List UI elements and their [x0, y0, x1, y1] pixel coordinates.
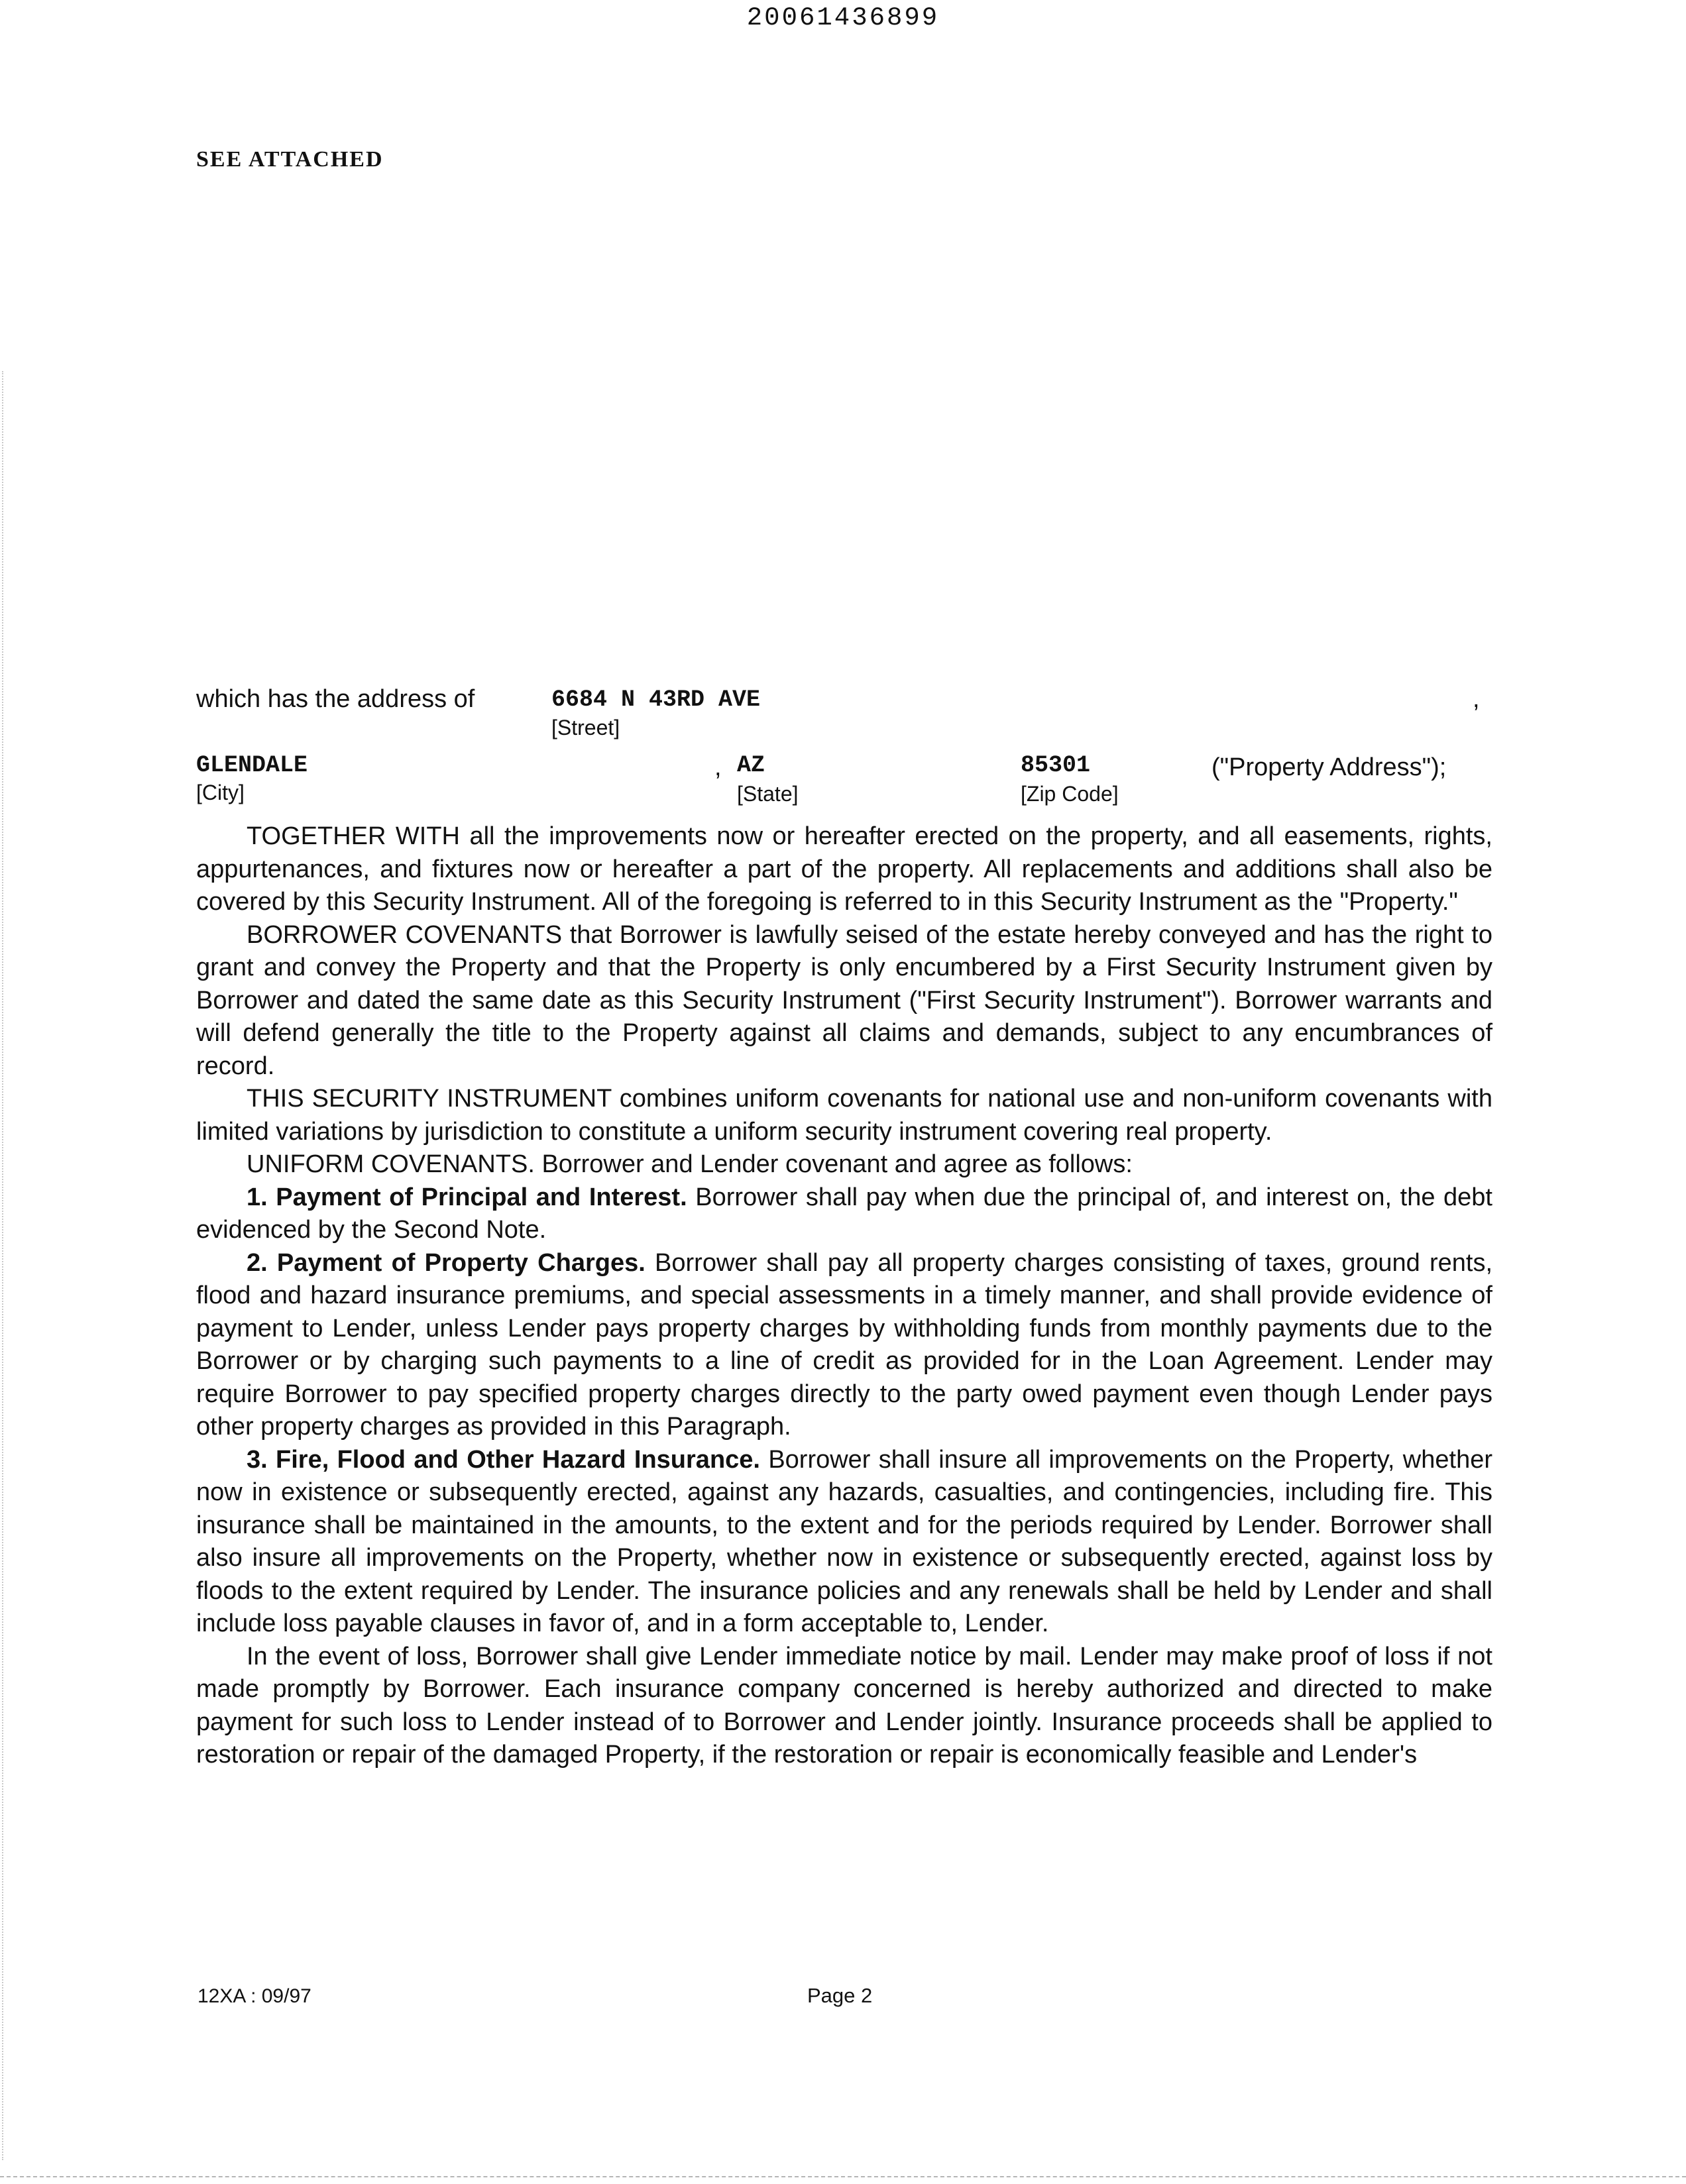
paragraph-text: Borrower shall pay when due the principal of, and interest on, the debt evidenced by the Second Note. — [196, 1183, 1492, 1244]
paragraph-text: BORROWER COVENANTS that Borrower is lawfully seised of the estate hereby conveyed and has the right to grant and convey the Property and that the Property is only encumbered by a First Security Instrument given by Borrower and dated the same date as this Security Instrument ("First Security Instrument"). Borrower warrants and will defend generally the title to the Property against all claims and demands, subject to any encumbrances of record. — [196, 920, 1492, 1080]
legal-description-placeholder: SEE ATTACHED — [196, 147, 384, 172]
page-number: Page 2 — [807, 1984, 873, 2007]
paragraph-borrower-covenants — [196, 919, 1492, 1083]
security-instrument-body — [196, 820, 1492, 1772]
covenant-heading: 1. Payment of Principal and Interest. — [247, 1183, 687, 1211]
zip-value: 85301 — [1021, 752, 1091, 779]
paragraph-covenant-2 — [196, 1247, 1492, 1444]
scan-edge-bottom — [0, 2176, 1686, 2177]
street-value: 6684 N 43RD AVE — [551, 686, 761, 713]
paragraph-together-with — [196, 820, 1492, 919]
covenant-heading: 3. Fire, Flood and Other Hazard Insurance. — [247, 1445, 760, 1474]
property-address-defined-term: ("Property Address"); — [1211, 753, 1447, 781]
scan-edge-left — [2, 371, 3, 2160]
address-lead-in: which has the address of — [196, 685, 475, 713]
city-value: GLENDALE — [196, 752, 308, 779]
recording-number: 20061436899 — [746, 3, 940, 32]
paragraph-event-of-loss — [196, 1641, 1492, 1772]
state-label: [State] — [737, 782, 799, 806]
street-trailing-comma: , — [1473, 685, 1480, 713]
paragraph-covenant-1 — [196, 1181, 1492, 1247]
paragraph-uniform-covenants — [196, 1148, 1492, 1181]
paragraph-text: Borrower shall pay all property charges consisting of taxes, ground rents, flood and hazard insurance premiums, and special assessments in a timely manner, and shall provide evidence of payment to Lender, unless Lender pays property charges by withholding funds from monthly payments due to the Borrower or by charging such payments to a line of credit as provided for in the Loan Agreement. Lender may require Borrower to pay specified property charges directly to the party owed payment even though Lender pays other property charges as provided in this Paragraph. — [196, 1248, 1493, 1441]
paragraph-text: THIS SECURITY INSTRUMENT combines uniform covenants for national use and non-uniform covenants with limited variations by jurisdiction to constitute a uniform security instrument covering real property. — [196, 1085, 1492, 1146]
paragraph-covenant-3 — [196, 1444, 1492, 1641]
paragraph-text: In the event of loss, Borrower shall give Lender immediate notice by mail. Lender may make proof of loss if not made promptly by Borrower. Each insurance company concerned is hereby authorized and directed to make payment for such loss to Lender instead of to Borrower and Lender jointly. Insurance proceeds shall be applied to restoration or repair of the damaged Property, if the restoration or repair is economically feasible and Lender's — [196, 1642, 1492, 1769]
paragraph-security-instrument — [196, 1083, 1492, 1148]
state-comma: , — [714, 753, 722, 781]
city-label: [City] — [196, 781, 245, 804]
state-value: AZ — [737, 752, 765, 779]
paragraph-text: UNIFORM COVENANTS. Borrower and Lender covenant and agree as follows: — [247, 1150, 1133, 1178]
zip-label: [Zip Code] — [1021, 782, 1119, 806]
paragraph-text: TOGETHER WITH all the improvements now or hereafter erected on the property, and all easements, rights, appurtenances, and fixtures now or hereafter a part of the property. All replacements and additions shall also be covered by this Security Instrument. All of the foregoing is referred to in this Security Instrument as the "Property." — [196, 822, 1492, 916]
street-label: [Street] — [551, 716, 620, 739]
paragraph-text: Borrower shall insure all improvements on the Property, whether now in existence or subsequently erected, against any hazards, casualties, and contingencies, including fire. This insurance shall be maintained in the amounts, to the extent and for the periods required by Lender. Borrower shall also insure all improvements on the Property, whether now in existence or subsequently erected, against loss by floods to the extent required by Lender. The insurance policies and any renewals shall be held by Lender and shall include loss payable clauses in favor of, and in a form acceptable to, Lender. — [196, 1445, 1492, 1637]
form-code: 12XA : 09/97 — [197, 1985, 311, 2007]
covenant-heading: 2. Payment of Property Charges. — [247, 1248, 646, 1277]
